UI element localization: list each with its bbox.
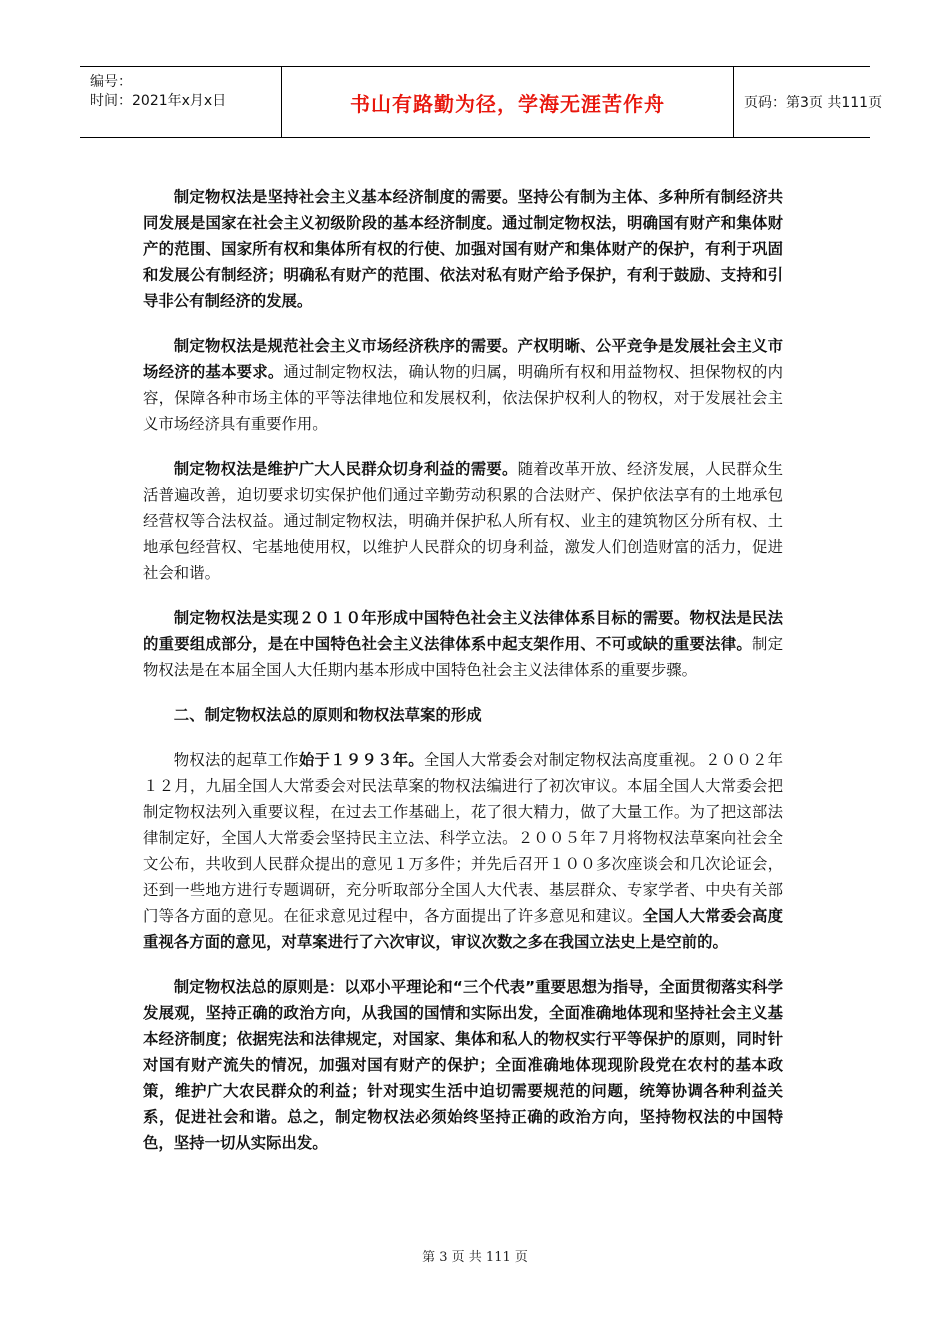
- header-page-cell: [734, 67, 883, 137]
- paragraph-text: 制定物权法是在本届全国人大任期内基本形成中国特色社会主义法律体系的重要步骤。: [143, 635, 783, 679]
- paragraph-lead: 制定物权法是维护广大人民群众切身利益的需要。: [173, 460, 518, 478]
- paragraph-emphasis: 全国人大常委会高度重视各方面的意见，对草案进行了六次审议，审议次数之多在我国立法史上是空前的。: [143, 907, 783, 951]
- paragraph: [143, 333, 783, 437]
- header-meta: [80, 67, 281, 137]
- paragraph-lead: 制定物权法是规范社会主义市场经济秩序的需要。产权明晰、公平竞争是发展社会主义市场经济的基本要求。: [143, 337, 783, 381]
- paragraph: [143, 184, 783, 314]
- section-heading-text: 二、制定物权法总的原则和物权法草案的形成: [173, 706, 482, 724]
- header-motto-cell: [281, 67, 734, 137]
- paragraph-emphasis: 始于１９９３年。: [298, 751, 424, 769]
- paragraph: [143, 456, 783, 586]
- motto-text: 书山有路勤为径，学海无涯苦作舟: [350, 91, 665, 116]
- page-indicator: 页码：第3页 共111页: [744, 95, 883, 111]
- paragraph-text: 制定物权法总的原则是：以邓小平理论和“三个代表”重要思想为指导，全面贯彻落实科学发展观，坚持正确的政治方向，从我国的国情和实际出发，全面准确地体现和坚持社会主义基本经济制度；依据宪法和法律规定，对国家、集体和私人的物权实行平等保护的原则，同时针对国有财产流失的情况，加强对国有财产的保护；全面准确地体现现阶段党在农村的基本政策，维护广大农民群众的利益；针对现实生活中迫切需要规范的问题，统筹协调各种利益关系，促进社会和谐。总之，制定物权法必须始终坚持正确的政治方向，坚持物权法的中国特色，坚持一切从实际出发。: [143, 978, 783, 1152]
- document-date: 时间：2021年x月x日: [90, 93, 227, 109]
- paragraph-text: 随着改革开放、经济发展，人民群众生活普遍改善，迫切要求切实保护他们通过辛勤劳动积累的合法财产、保护依法享有的土地承包经营权等合法权益。通过制定物权法，明确并保护私人所有权、业主的建筑物区分所有权、土地承包经营权、宅基地使用权，以维护人民群众的切身利益，激发人们创造财富的活力，促进社会和谐。: [143, 460, 783, 582]
- paragraph: [143, 747, 783, 955]
- paragraph-text: 全国人大常委会对制定物权法高度重视。２００２年１２月，九届全国人大常委会对民法草案的物权法编进行了初次审议。本届全国人大常委会把制定物权法列入重要议程，在过去工作基础上，花了很大精力，做了大量工作。为了把这部法律制定好，全国人大常委会坚持民主立法、科学立法。２００５年７月将物权法草案向社会全文公布，共收到人民群众提出的意见１万多件；并先后召开１００多次座谈会和几次论证会，还到一些地方进行专题调研，充分听取部分全国人大代表、基层群众、专家学者、中央有关部门等各方面的意见。在征求意见过程中，各方面提出了许多意见和建议。: [143, 751, 783, 925]
- section-heading: [143, 702, 783, 728]
- paragraph: [143, 974, 783, 1156]
- paragraph-text: 物权法的起草工作: [173, 751, 299, 769]
- paragraph: [143, 605, 783, 683]
- document-body: [143, 184, 783, 1156]
- document-number: 编号：: [90, 74, 132, 90]
- paragraph-lead: 制定物权法是实现２０１０年形成中国特色社会主义法律体系目标的需要。物权法是民法的重要组成部分，是在中国特色社会主义法律体系中起支架作用、不可或缺的重要法律。: [143, 609, 783, 653]
- page-footer: 第 3 页 共 111 页: [422, 1250, 528, 1265]
- paragraph-text: 通过制定物权法，确认物的归属，明确所有权和用益物权、担保物权的内容，保障各种市场主体的平等法律地位和发展权利，依法保护权利人的物权，对于发展社会主义市场经济具有重要作用。: [143, 363, 783, 433]
- paragraph-text: 制定物权法是坚持社会主义基本经济制度的需要。坚持公有制为主体、多种所有制经济共同发展是国家在社会主义初级阶段的基本经济制度。通过制定物权法，明确国有财产和集体财产的范围、国家所有权和集体所有权的行使、加强对国有财产和集体财产的保护，有利于巩固和发展公有制经济；明确私有财产的范围、依法对私有财产给予保护，有利于鼓励、支持和引导非公有制经济的发展。: [143, 188, 783, 310]
- page-header: [80, 66, 883, 138]
